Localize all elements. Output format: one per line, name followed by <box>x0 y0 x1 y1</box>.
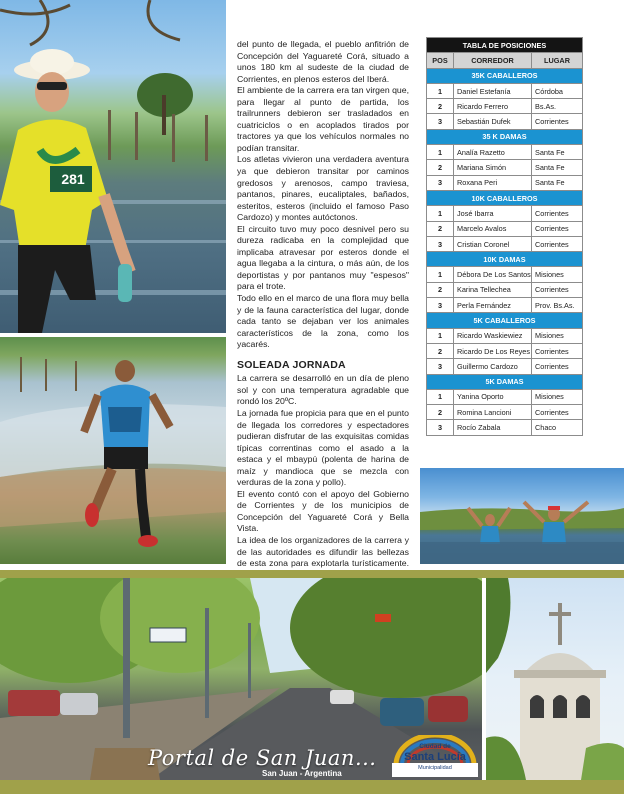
cell-position: 1 <box>427 389 454 404</box>
article-paragraph: Todo ello en el marco de una flora muy bella y de la fauna característica del lugar, donde cada tanto se dejaban ver los animales característicos de la zona, como los yacarés. <box>237 293 409 350</box>
cell-runner: Guillermo Cardozo <box>454 359 532 374</box>
article-paragraph: El circuito tuvo muy poco desnivel pero su dureza radicaba en la complejidad que implicaba atravesar por esteros donde el agua llegaba a la cintura, o más aún, de los deportistas y por pantanos muy "espesos" para el trote. <box>237 223 409 292</box>
cell-place: Misiones <box>532 389 583 404</box>
cell-position: 3 <box>427 236 454 251</box>
cell-position: 2 <box>427 221 454 236</box>
cell-place: Santa Fe <box>532 160 583 175</box>
cell-position: 1 <box>427 328 454 343</box>
cell-runner: Roxana Peri <box>454 175 532 190</box>
cell-runner: Débora De Los Santos <box>454 267 532 282</box>
footer-bar <box>0 780 624 794</box>
cell-position: 2 <box>427 160 454 175</box>
cell-runner: Yanina Oporto <box>454 389 532 404</box>
cell-place: Misiones <box>532 328 583 343</box>
athletes-water-illustration <box>420 468 624 564</box>
article-paragraph: del punto de llegada, el pueblo anfitrión de Concepción del Yaguareté Corá, situado a unos 180 km al sudeste de la ciudad de Corrientes, en plenos esteros del Iberá. <box>237 39 409 84</box>
cell-place: Chaco <box>532 420 583 435</box>
cell-runner: Romina Lancioni <box>454 405 532 420</box>
cell-place: Córdoba <box>532 83 583 98</box>
table-row <box>427 145 583 160</box>
cell-runner: Ricardo De Los Reyes <box>454 343 532 358</box>
cell-position: 1 <box>427 206 454 221</box>
table-row <box>427 405 583 420</box>
cell-position: 3 <box>427 420 454 435</box>
table-title: TABLA DE POSICIONES <box>427 38 583 53</box>
table-category-row <box>427 374 583 389</box>
cell-position: 3 <box>427 114 454 129</box>
cell-place: Santa Fe <box>532 145 583 160</box>
table-body <box>427 68 583 435</box>
table-row <box>427 99 583 114</box>
divider-bar <box>0 570 624 578</box>
table-row <box>427 359 583 374</box>
table-category-row <box>427 190 583 205</box>
positions-table <box>426 37 583 436</box>
cell-place: Misiones <box>532 267 583 282</box>
cell-position: 2 <box>427 282 454 297</box>
table-row <box>427 420 583 435</box>
table-category-label: 35K CABALLEROS <box>427 68 583 83</box>
cell-place: Prov. Bs.As. <box>532 298 583 313</box>
cell-position: 1 <box>427 267 454 282</box>
column-header-pos: POS <box>427 53 454 68</box>
positions-table-container <box>426 37 582 436</box>
cell-runner: Ricardo Waskiewiez <box>454 328 532 343</box>
runner-road-illustration <box>0 337 226 564</box>
cell-position: 1 <box>427 83 454 98</box>
section-heading: SOLEADA JORNADA <box>237 358 346 371</box>
column-header-corredor: CORREDOR <box>454 53 532 68</box>
table-category-row <box>427 252 583 267</box>
logo-top-text: Ciudad de <box>419 743 451 750</box>
table-row <box>427 114 583 129</box>
cell-position: 3 <box>427 175 454 190</box>
table-category-row <box>427 68 583 83</box>
runner-illustration <box>0 0 226 333</box>
table-category-row <box>427 129 583 144</box>
cell-runner: José Ibarra <box>454 206 532 221</box>
table-row <box>427 389 583 404</box>
article-paragraph: La carrera se desarrolló en un día de pleno sol y con una temperatura agradable que rondó los 20ºC. <box>237 373 409 407</box>
table-row <box>427 343 583 358</box>
runner-bib-number: 281 <box>61 171 85 187</box>
cell-position: 3 <box>427 298 454 313</box>
cell-runner: Daniel Estefanía <box>454 83 532 98</box>
cell-place: Bs.As. <box>532 99 583 114</box>
photo-church-tower <box>486 578 624 780</box>
cell-runner: Mariana Simón <box>454 160 532 175</box>
photo-runner-yellow <box>0 0 226 333</box>
table-category-label: 10K DAMAS <box>427 252 583 267</box>
table-row <box>427 282 583 297</box>
santa-lucia-logo <box>392 735 478 777</box>
table-category-label: 5K CABALLEROS <box>427 313 583 328</box>
church-illustration <box>486 578 624 780</box>
table-row <box>427 175 583 190</box>
table-category-label: 10K CABALLEROS <box>427 190 583 205</box>
table-row <box>427 298 583 313</box>
article-body <box>237 39 409 581</box>
cell-place: Corrientes <box>532 114 583 129</box>
cell-runner: Karina Tellechea <box>454 282 532 297</box>
cell-position: 2 <box>427 405 454 420</box>
article-paragraph: El evento contó con el apoyo del Gobierno de Corrientes y de los municipios de Concepción del Yaguareté Corá y Bella Vista. <box>237 488 409 534</box>
table-row <box>427 236 583 251</box>
cell-place: Santa Fe <box>532 175 583 190</box>
table-row <box>427 221 583 236</box>
cell-position: 2 <box>427 343 454 358</box>
table-row <box>427 83 583 98</box>
cell-runner: Cristian Coronel <box>454 236 532 251</box>
article-paragraph: La jornada fue propicia para que en el punto de llegada los corredores y espectadores pudieran disfrutar de las exquisitas comidas típicas correntinas como el asado a la estaca y el mbaypú (polenta de harina de maíz y mandioca que se mezcla con verduras de la zona y pollo). <box>237 407 409 488</box>
article-paragraph: Los atletas vivieron una verdadera aventura ya que debieron transitar por caminos gredosos y arenosos, campo traviesa, pantanos, pinares, eucaliptales, bañados, esteritos, esteros (incluido el famoso Paso Cardozo) y montes autóctonos. <box>237 154 409 223</box>
cell-position: 2 <box>427 99 454 114</box>
logo-main-text: Santa Lucía <box>404 751 466 763</box>
cell-runner: Analía Razetto <box>454 145 532 160</box>
column-header-lugar: LUGAR <box>532 53 583 68</box>
photo-street-santa-lucia <box>0 578 482 780</box>
table-row <box>427 328 583 343</box>
table-row <box>427 206 583 221</box>
table-category-row <box>427 313 583 328</box>
portal-title: Portal de San Juan... <box>148 746 377 770</box>
cell-place: Corrientes <box>532 206 583 221</box>
cell-place: Corrientes <box>532 221 583 236</box>
table-row <box>427 267 583 282</box>
photo-runner-road <box>0 337 226 564</box>
article-last-text: La idea de los organizadores de la carrera y de las autoridades es difundir las bellezas de esta zona para explotarla turísticamente. <box>237 534 409 569</box>
logo-bottom-text: Municipalidad <box>418 765 452 771</box>
cell-place: Corrientes <box>532 236 583 251</box>
photo-athletes-water <box>420 468 624 564</box>
cell-place: Corrientes <box>532 282 583 297</box>
cell-runner: Ricardo Ferrero <box>454 99 532 114</box>
table-row <box>427 160 583 175</box>
cell-place: Corrientes <box>532 343 583 358</box>
cell-place: Corrientes <box>532 405 583 420</box>
article-paragraph: El ambiente de la carrera era tan virgen que, para llegar al punto de partida, los trailrunners debieron ser trasladados en cuatriciclos o en acoplados tirados por tractores ya que los vehículos normales no podían transitar. <box>237 85 409 153</box>
cell-runner: Perla Fernández <box>454 298 532 313</box>
table-category-label: 5K DAMAS <box>427 374 583 389</box>
table-category-label: 35 K DAMAS <box>427 129 583 144</box>
cell-position: 3 <box>427 359 454 374</box>
cell-position: 1 <box>427 145 454 160</box>
cell-place: Corrientes <box>532 359 583 374</box>
cell-runner: Sebastián Dufek <box>454 114 532 129</box>
portal-subtitle: San Juan - Argentina <box>262 769 342 778</box>
cell-runner: Rocío Zabala <box>454 420 532 435</box>
cell-runner: Marcelo Avalos <box>454 221 532 236</box>
